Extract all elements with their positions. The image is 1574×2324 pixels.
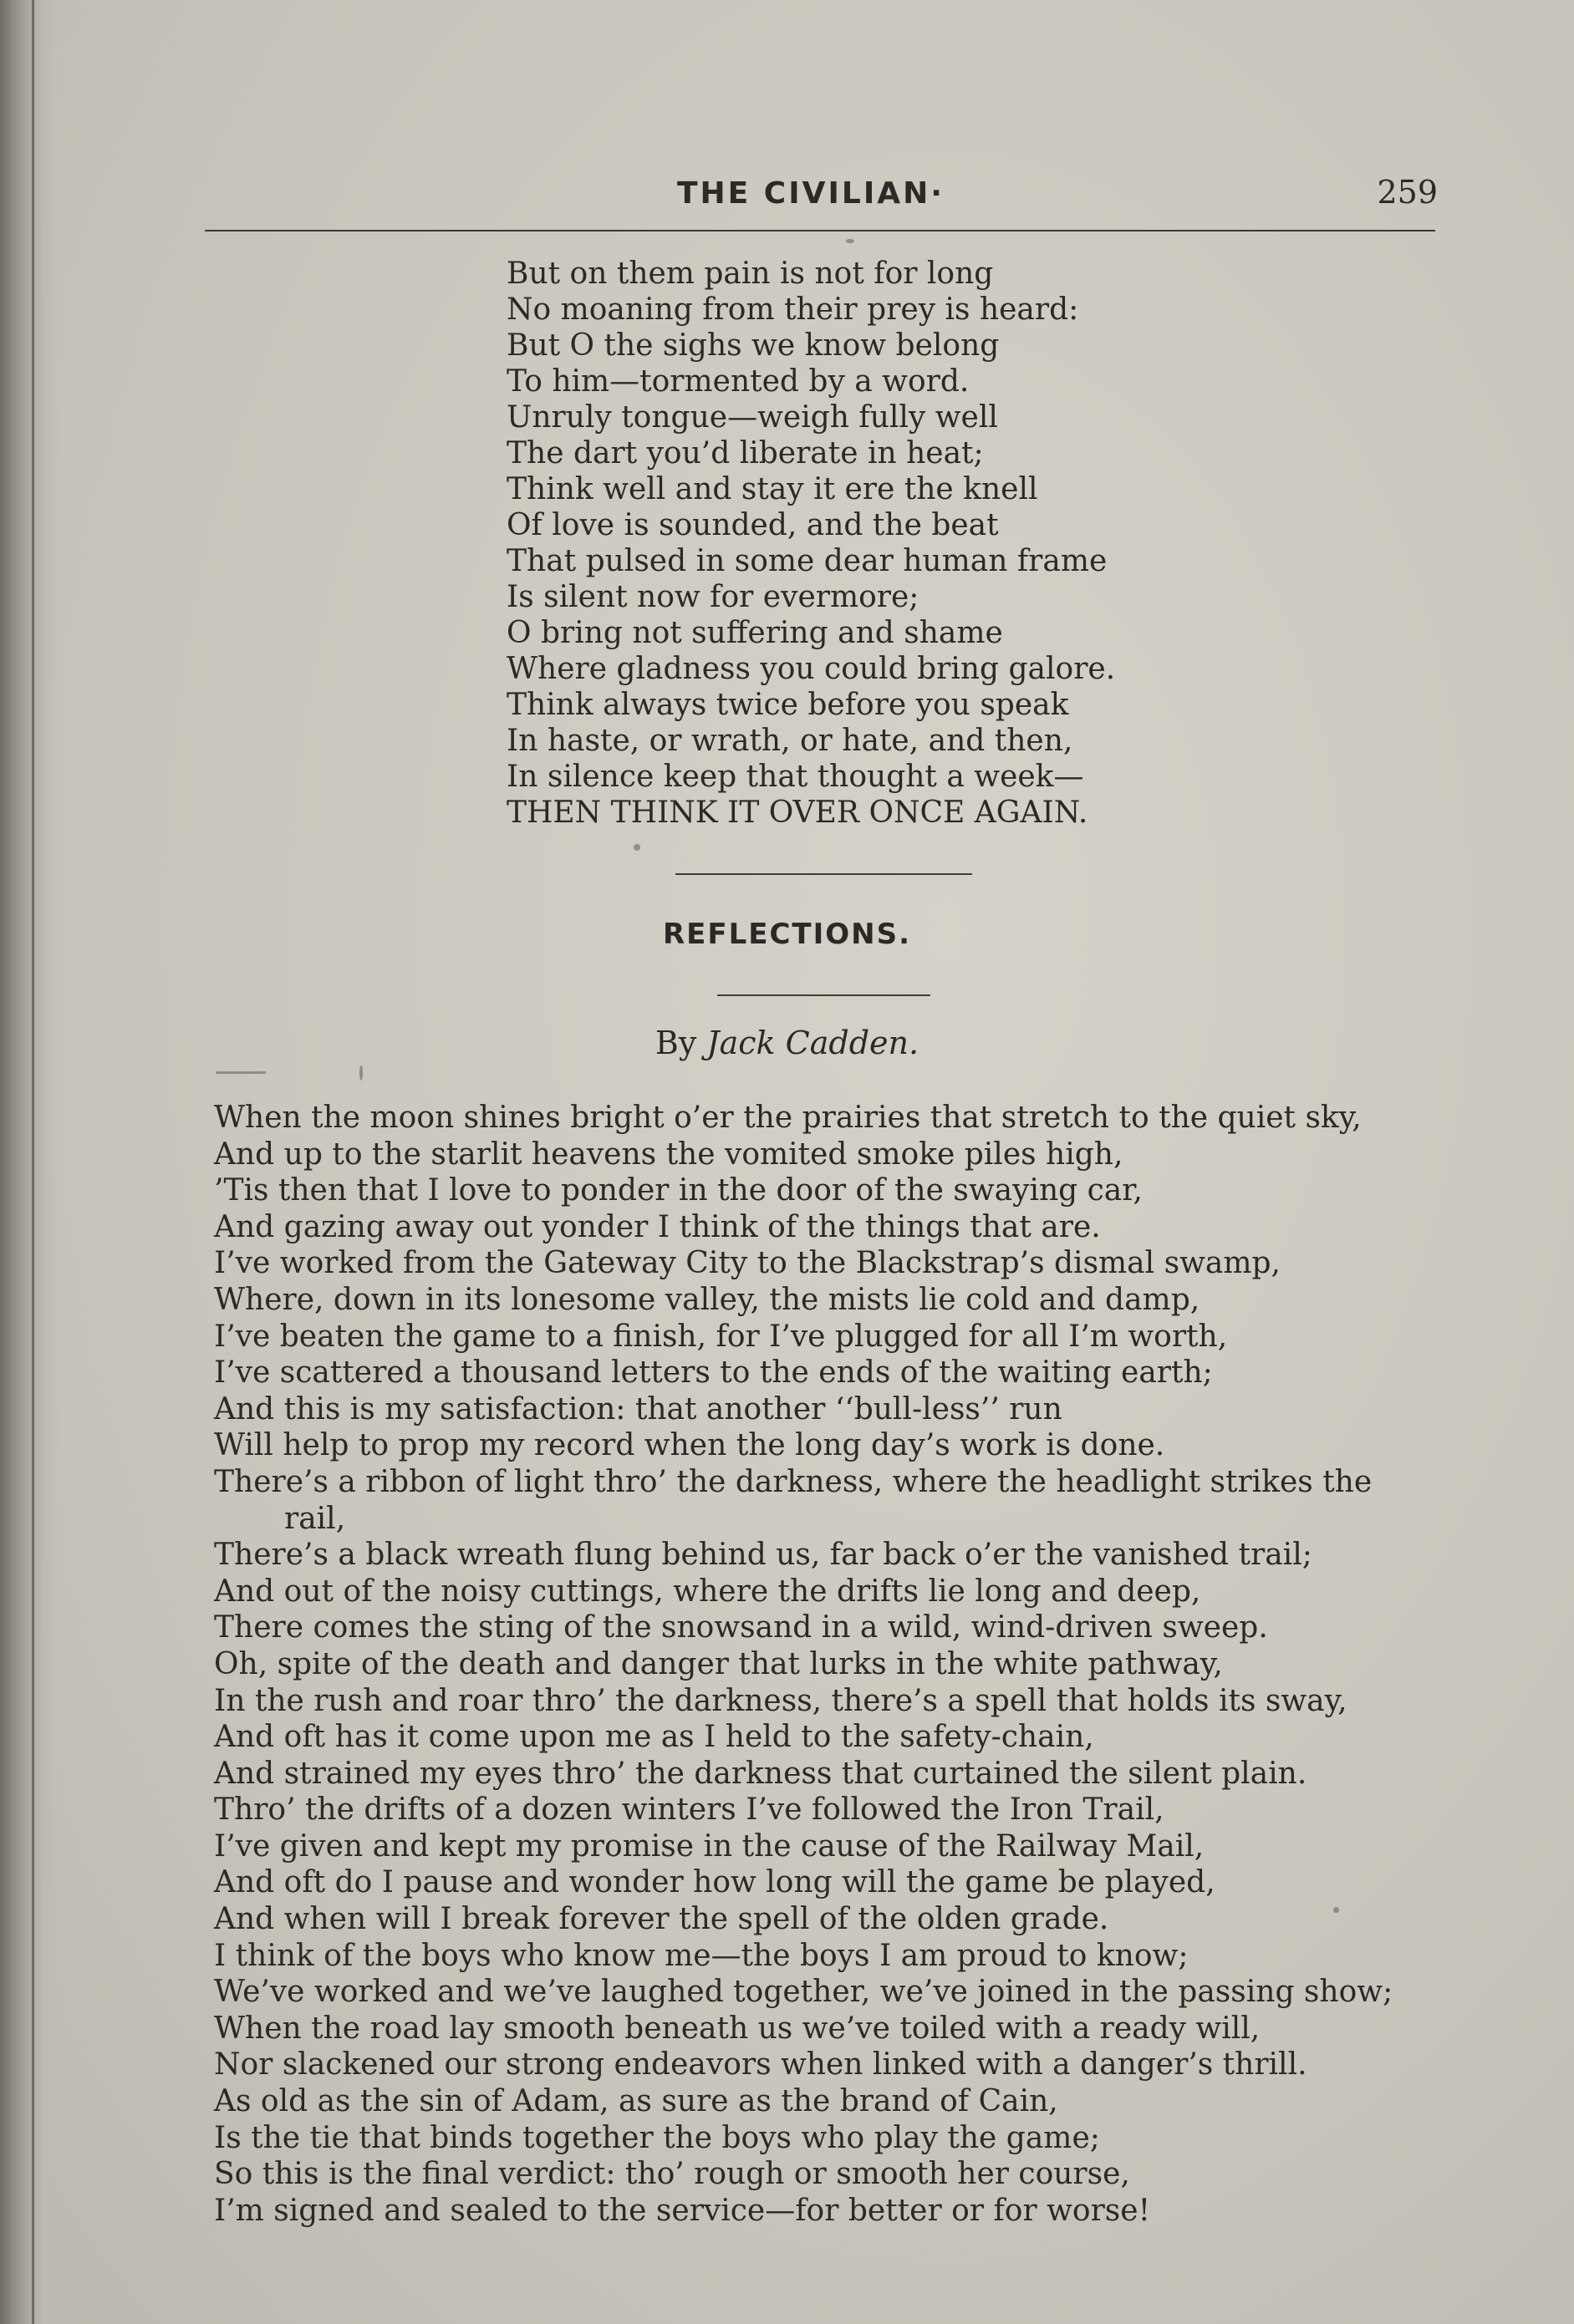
poem-line: I’ve worked from the Gateway City to the Blackstrap’s dismal swamp, [214,1246,1281,1281]
poem-line: There’s a ribbon of light thro’ the darkness, where the headlight strikes the [214,1464,1373,1499]
stanza-line: Of love is sounded, and the beat [507,508,999,542]
print-speck [216,1071,266,1074]
byline [0,1025,1574,1061]
poem-line: Is the tie that binds together the boys who play the game; [214,2120,1100,2155]
poem-line: Thro’ the drifts of a dozen winters I’ve followed the Iron Trail, [214,1793,1164,1828]
poem-line: I’ve beaten the game to a finish, for I’ve plugged for all I’m worth, [214,1319,1228,1354]
stanza-line: That pulsed in some dear human frame [507,544,1108,578]
author-name: Jack Cadden. [706,1025,919,1061]
stanza-line: No moaning from their prey is heard: [507,292,1079,327]
poem-line: As old as the sin of Adam, as sure as the brand of Cain, [214,2084,1058,2119]
poem-line: So this is the final verdict: tho’ rough or smooth her course, [214,2157,1130,2192]
stanza-line: In haste, or wrath, or hate, and then, [507,724,1073,758]
section-divider [675,873,972,875]
poem-line: I’m signed and sealed to the service—for better or for worse! [214,2193,1151,2228]
journal-title: THE CIVILIAN· [677,176,945,211]
poem-line: Oh, spite of the death and danger that lurks in the white pathway, [214,1646,1223,1681]
print-speck [359,1065,363,1081]
poem-title: REFLECTIONS. [662,918,912,951]
byline-prefix: By [655,1025,697,1061]
stanza-line: Think well and stay it ere the knell [507,472,1038,506]
poem-line: There’s a black wreath flung behind us, far back o’er the vanished trail; [214,1538,1312,1573]
poem-line: When the moon shines bright o’er the prairies that stretch to the quiet sky, [214,1101,1362,1135]
poem-line: ’Tis then that I love to ponder in the door of the swaying car, [214,1173,1143,1208]
poem-line: And when will I break forever the spell of the olden grade. [214,1902,1109,1937]
poem-line: I’ve given and kept my promise in the cause of the Railway Mail, [214,1828,1205,1864]
closing-stanza [507,256,1342,831]
poem-line: We’ve worked and we’ve laughed together, we’ve joined in the passing show; [214,1975,1393,2010]
poem-line: And oft do I pause and wonder how long will the game be played, [214,1865,1215,1900]
stanza-line: But O the sighs we know belong [507,328,1000,363]
header-rule [205,230,1435,231]
poem-line: rail, [284,1501,346,1536]
stanza-line: The dart you’d liberate in heat; [507,436,984,470]
book-spine-shadow [0,0,59,2324]
stanza-line: THEN THINK IT OVER ONCE AGAIN. [507,796,1088,830]
poem-line: In the rush and roar thro’ the darkness, there’s a spell that holds its sway, [214,1683,1347,1718]
stanza-line: But on them pain is not for long [507,257,994,291]
title-rule [717,994,930,996]
stanza-line: Where gladness you could bring galore. [507,652,1116,686]
poem-line: And up to the starlit heavens the vomited smoke piles high, [214,1137,1123,1172]
print-speck [634,844,640,851]
running-head [205,171,1438,221]
stanza-line: Think always twice before you speak [507,688,1069,722]
print-speck [846,239,854,243]
poem-line: I think of the boys who know me—the boys I am proud to know; [214,1938,1189,1973]
poem-line: And strained my eyes thro’ the darkness that curtained the silent plain. [214,1756,1307,1791]
print-speck [1333,1907,1339,1913]
stanza-line: Unruly tongue—weigh fully well [507,400,998,435]
stanza-line: To him—tormented by a word. [507,364,970,399]
binding-edge [32,0,34,2324]
poem-line: There comes the sting of the snowsand in a wild, wind-driven sweep. [214,1610,1268,1645]
poem-line: And gazing away out yonder I think of the things that are. [214,1209,1101,1244]
poem-line: And this is my satisfaction: that another ‘‘bull-less’’ run [214,1391,1062,1426]
poem-line: Where, down in its lonesome valley, the mists lie cold and damp, [214,1282,1200,1317]
poem-body [214,1100,1451,2229]
stanza-line: O bring not suffering and shame [507,616,1003,650]
stanza-line: Is silent now for evermore; [507,580,919,614]
poem-line: When the road lay smooth beneath us we’ve toiled with a ready will, [214,2011,1261,2046]
poem-line: Nor slackened our strong endeavors when linked with a danger’s thrill. [214,2047,1307,2082]
page-number: 259 [1377,174,1438,211]
poem-line: And out of the noisy cuttings, where the drifts lie long and deep, [214,1574,1201,1609]
poem-line: And oft has it come upon me as I held to the safety-chain, [214,1720,1094,1755]
stanza-line: In silence keep that thought a week— [507,760,1084,794]
poem-line: Will help to prop my record when the long day’s work is done. [214,1428,1165,1463]
poem-line: I’ve scattered a thousand letters to the ends of the waiting earth; [214,1355,1213,1391]
